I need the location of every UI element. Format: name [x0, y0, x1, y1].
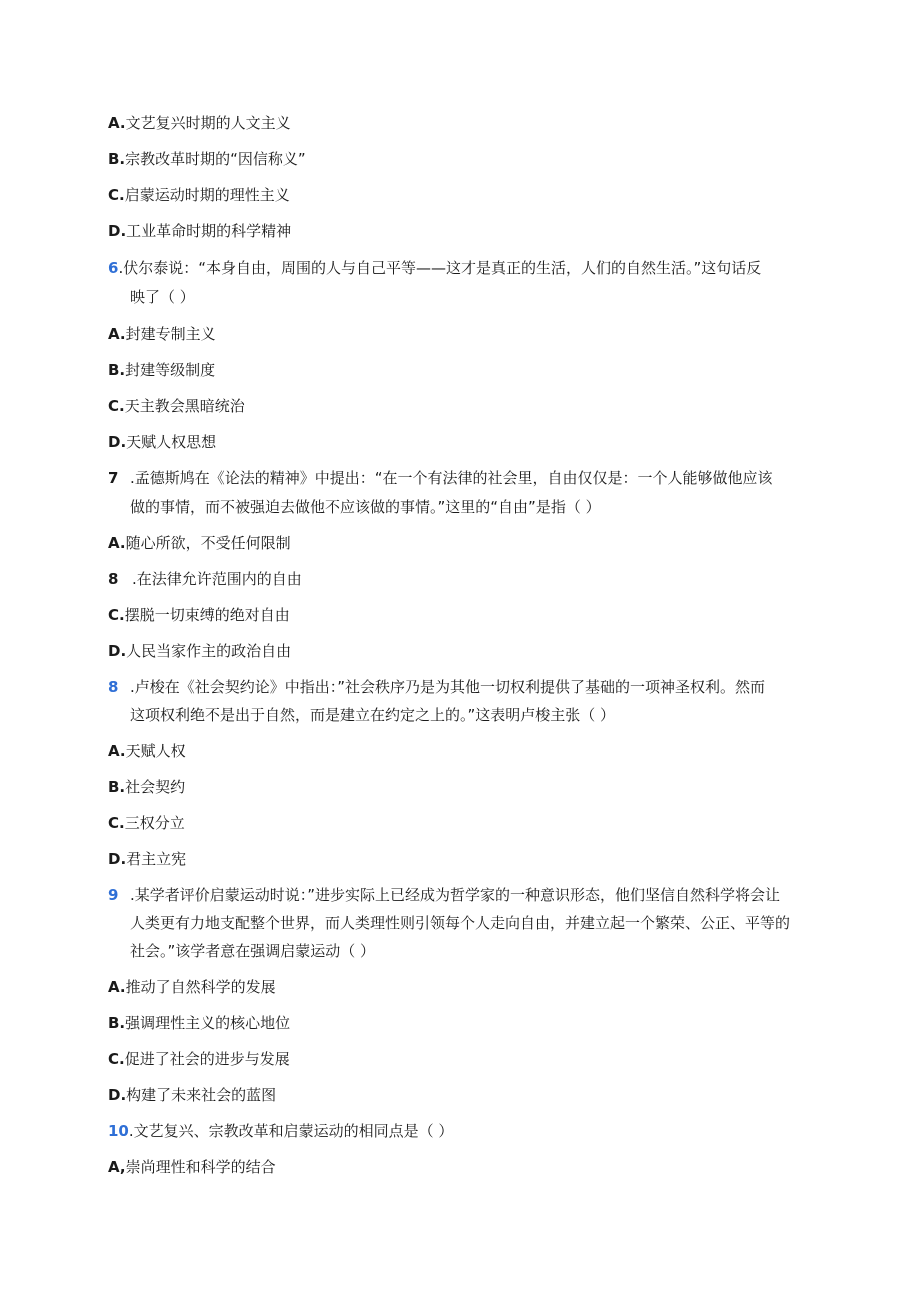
option-label: D. [108, 433, 127, 451]
q9-stem-line3: 社会。”该学者意在强调启蒙运动（ ） [130, 942, 376, 960]
option-text: 构建了未来社会的蓝图 [126, 1086, 277, 1104]
option-text: 君主立宪 [126, 850, 187, 868]
question-number: 9 [108, 886, 119, 904]
option-label: A. [108, 742, 126, 760]
option-text: 天赋人权 [125, 742, 186, 760]
q6-option-c [108, 396, 245, 416]
option-label: C. [108, 814, 125, 832]
q9-stem-line1 [108, 885, 780, 905]
q6-stem-line1 [108, 258, 761, 278]
q8-option-c [108, 813, 185, 833]
q8-stem-line2: 这项权利绝不是出于自然，而是建立在约定之上的。”这表明卢梭主张（ ） [130, 706, 616, 724]
q6-option-d [108, 432, 216, 452]
q7-stem-line1 [108, 468, 773, 488]
question-text: .孟德斯鸠在《论法的精神》中提出：“在一个有法律的社会里，自由仅仅是：一个人能够做他应该 [130, 469, 773, 487]
question-text: .文艺复兴、宗教改革和启蒙运动的相同点是（ ） [128, 1122, 454, 1140]
option-label: C. [108, 186, 125, 204]
q9-option-b [108, 1013, 290, 1033]
option-text: 三权分立 [124, 814, 185, 832]
q5-option-a [108, 113, 291, 133]
option-text: 社会契约 [125, 778, 186, 796]
option-label: B. [108, 778, 126, 796]
option-text: 人民当家作主的政治自由 [126, 642, 292, 660]
option-label: C. [108, 606, 125, 624]
option-text: 推动了自然科学的发展 [125, 978, 276, 996]
option-label: C. [108, 397, 125, 415]
q7-option-c [108, 605, 290, 625]
option-text: 摆脱一切束缚的绝对自由 [124, 606, 290, 624]
option-label: C. [108, 1050, 125, 1068]
q7-option-b [108, 569, 302, 589]
q8-option-b [108, 777, 185, 797]
option-label: A, [108, 1158, 126, 1176]
q7-stem-line2: 做的事情，而不被强迫去做他不应该做的事情。”这里的“自由”是指（ ） [130, 498, 601, 516]
option-text: 宗教改革时期的“因信称义” [125, 150, 306, 168]
q9-option-c [108, 1049, 290, 1069]
option-text: 封建等级制度 [125, 361, 216, 379]
q7-option-d [108, 641, 291, 661]
option-label: B. [108, 361, 126, 379]
option-label: D. [108, 222, 127, 240]
option-text: 天主教会黑暗统治 [124, 397, 245, 415]
option-label: A. [108, 978, 126, 996]
q10-option-a [108, 1157, 276, 1177]
q9-option-a [108, 977, 276, 997]
option-label: D. [108, 642, 127, 660]
q5-option-d [108, 221, 291, 241]
option-text: 工业革命时期的科学精神 [126, 222, 292, 240]
q6-option-a [108, 324, 216, 344]
q9-stem-line2: 人类更有力地支配整个世界，而人类理性则引领每个人走向自由，并建立起一个繁荣、公正、平等的 [130, 914, 791, 932]
option-label: A. [108, 534, 126, 552]
option-text: 天赋人权思想 [126, 433, 217, 451]
option-label: 8 [108, 570, 119, 588]
question-number: 8 [108, 678, 119, 696]
option-text: .在法律允许范围内的自由 [132, 570, 302, 588]
q7-option-a [108, 533, 291, 553]
q6-option-b [108, 360, 215, 380]
q5-option-b [108, 149, 306, 169]
question-number: 10 [108, 1122, 129, 1140]
q6-stem-line2: 映了（ ） [130, 288, 195, 306]
question-number: 7 [108, 469, 119, 487]
option-text: 促进了社会的进步与发展 [124, 1050, 290, 1068]
option-text: 封建专制主义 [125, 325, 216, 343]
option-text: 崇尚理性和科学的结合 [125, 1158, 276, 1176]
option-text: 文艺复兴时期的人文主义 [125, 114, 291, 132]
option-text: 启蒙运动时期的理性主义 [124, 186, 290, 204]
option-text: 强调理性主义的核心地位 [125, 1014, 291, 1032]
q5-option-c [108, 185, 290, 205]
option-label: B. [108, 150, 126, 168]
option-label: D. [108, 1086, 127, 1104]
option-label: B. [108, 1014, 126, 1032]
option-text: 随心所欲，不受任何限制 [125, 534, 291, 552]
q8-option-a [108, 741, 186, 761]
question-text: .伏尔泰说：“本身自由，周围的人与自己平等——这才是真正的生活，人们的自然生活。”这句话反 [118, 259, 762, 277]
q8-stem-line1 [108, 677, 765, 697]
q9-option-d [108, 1085, 276, 1105]
q10-stem-line1 [108, 1121, 453, 1141]
option-label: A. [108, 325, 126, 343]
q8-option-d [108, 849, 186, 869]
question-number: 6 [108, 259, 119, 277]
question-text: .卢梭在《社会契约论》中指出：”社会秩序乃是为其他一切权利提供了基础的一项神圣权利。然而 [130, 678, 766, 696]
question-text: .某学者评价启蒙运动时说：”进步实际上已经成为哲学家的一种意识形态，他们坚信自然科学将会让 [130, 886, 781, 904]
option-label: A. [108, 114, 126, 132]
option-label: D. [108, 850, 127, 868]
